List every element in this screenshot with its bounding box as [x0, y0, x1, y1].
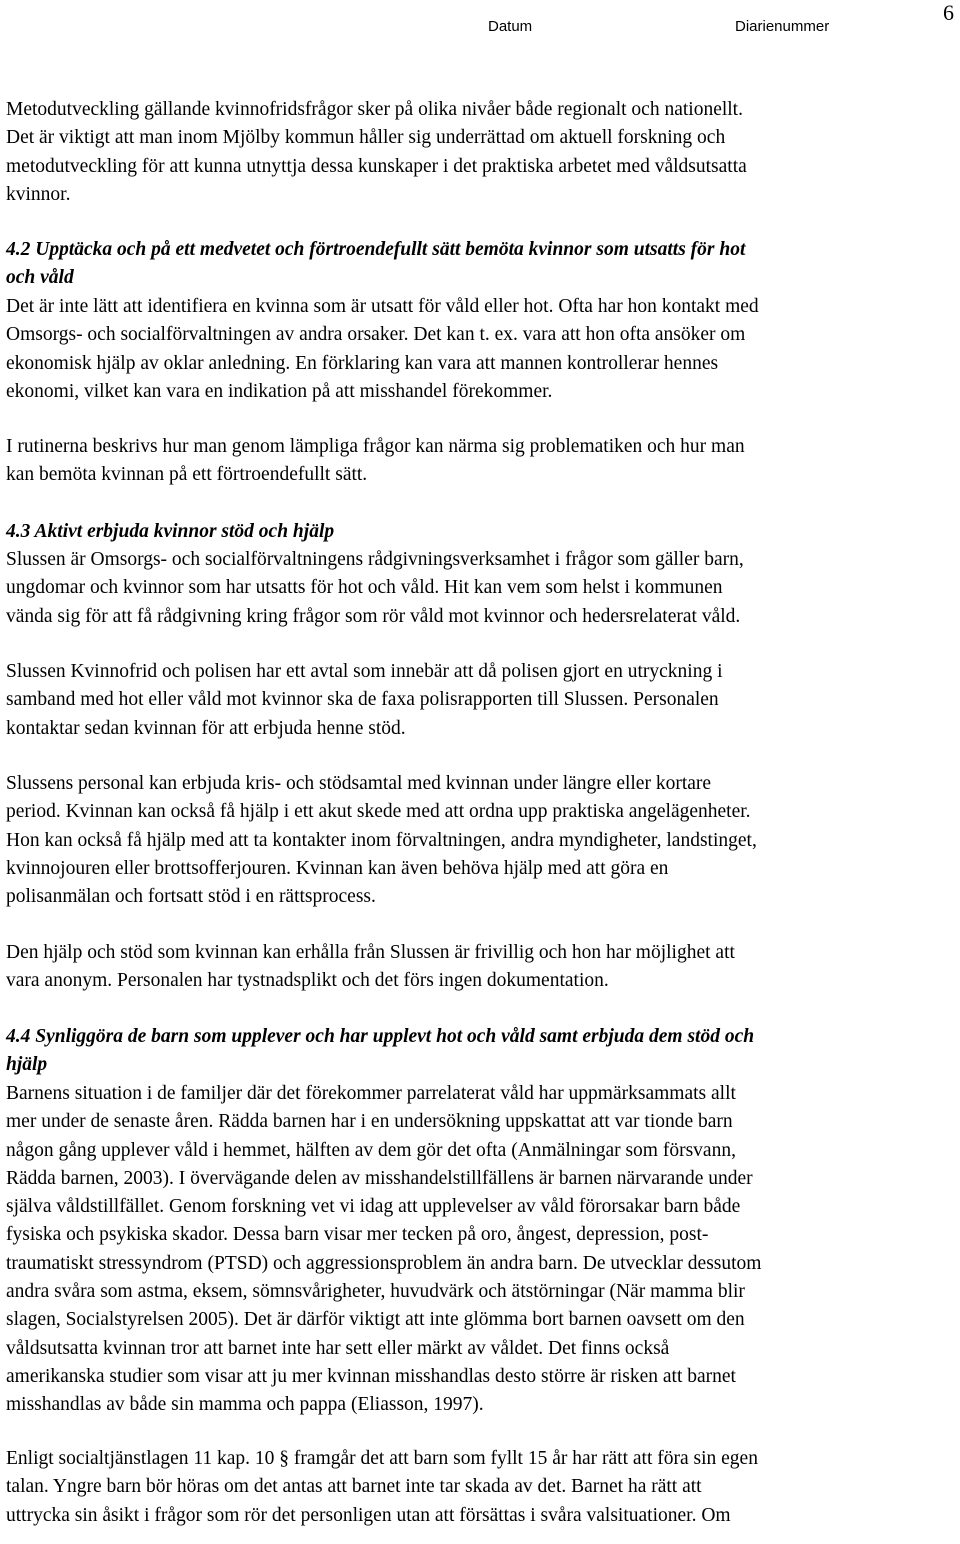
- text-line: misshandlas av både sin mamma och pappa (Eliasson, 1997).: [6, 1394, 484, 1416]
- body-paragraph: [6, 1445, 956, 1530]
- text-line: 4.3 Aktivt erbjuda kvinnor stöd och hjälp: [6, 521, 335, 542]
- text-line: fysiska och psykiska skador. Dessa barn visar mer tecken på oro, ångest, depression, post-: [6, 1224, 709, 1246]
- text-line: och våld: [6, 267, 74, 289]
- text-line: kan bemöta kvinnan på ett förtroendefullt sätt.: [6, 464, 368, 486]
- text-line: Metodutveckling gällande kvinnofridsfrågor sker på olika nivåer både regionalt och nationellt.: [6, 99, 743, 120]
- text-line: ekonomi, vilket kan vara en indikation på att misshandel förekommer.: [6, 380, 553, 402]
- text-line: kontaktar sedan kvinnan för att erbjuda henne stöd.: [6, 717, 406, 739]
- header-diarienummer-label: Diarienummer: [735, 18, 830, 35]
- text-line: Det är inte lätt att identifiera en kvinna som är utsatt för våld eller hot. Ofta har hon kontakt med: [6, 296, 759, 317]
- text-line: Rädda barnen, 2003). I övervägande delen av misshandelstillfällens är barnen närvarande under: [6, 1167, 753, 1189]
- text-line: metodutveckling för att kunna utnyttja dessa kunskaper i det praktiska arbetet med våldsutsatta: [6, 155, 747, 177]
- body-paragraph: [6, 1080, 956, 1420]
- text-line: Enligt socialtjänstlagen 11 kap. 10 § framgår det att barn som fyllt 15 år har rätt att föra sin egen: [6, 1448, 758, 1469]
- text-line: kvinnor.: [6, 183, 71, 205]
- text-line: 4.4 Synliggöra de barn som upplever och har upplevt hot och våld samt erbjuda dem stöd och: [6, 1026, 755, 1047]
- body-paragraph: [6, 433, 956, 490]
- text-line: våldsutsatta kvinnan tror att barnet inte har sett eller märkt av våldet. Det finns också: [6, 1337, 670, 1359]
- text-line: polisanmälan och fortsatt stöd i en rättsprocess.: [6, 886, 376, 908]
- text-line: mer under de senaste åren. Rädda barnen har i en undersökning uppskattat att var tionde barn: [6, 1111, 733, 1133]
- text-line: uttrycka sin åsikt i frågor som rör det personligen utan att försättas i svåra valsituationer. Om: [6, 1504, 731, 1526]
- text-line: Barnens situation i de familjer där det förekommer parrelaterat våld har uppmärksammats allt: [6, 1083, 736, 1104]
- page-number: 6: [943, 0, 954, 25]
- text-line: 4.2 Upptäcka och på ett medvetet och förtroendefullt sätt bemöta kvinnor som utsatts för hot: [6, 239, 746, 260]
- text-line: ekonomisk hjälp av oklar anledning. En förklaring kan vara att mannen kontrollerar hennes: [6, 352, 719, 374]
- text-line: någon gång upplever våld i hemmet, hälften av dem gör det ofta (Anmälningar som försvann,: [6, 1139, 736, 1161]
- text-line: talan. Yngre barn bör höras om det antas att barnet inte tar skada av det. Barnet ha rätt att: [6, 1476, 702, 1498]
- body-paragraph: [6, 939, 956, 996]
- text-line: Den hjälp och stöd som kvinnan kan erhålla från Slussen är frivillig och hon har möjlighet att: [6, 942, 735, 963]
- text-line: Slussens personal kan erbjuda kris- och stödsamtal med kvinnan under längre eller kortare: [6, 773, 712, 794]
- text-line: vara anonym. Personalen har tystnadsplikt och det förs ingen dokumentation.: [6, 970, 609, 992]
- text-line: slagen, Socialstyrelsen 2005). Det är därför viktigt att inte glömma bort barnen oavsett om den: [6, 1309, 745, 1331]
- body-paragraph: [6, 96, 956, 209]
- text-line: Hon kan också få hjälp med att ta kontakter inom förvaltningen, andra myndigheter, landstinget,: [6, 829, 757, 851]
- text-line: Omsorgs- och socialförvaltningen av andra orsaker. Det kan t. ex. vara att hon ofta ansöker om: [6, 324, 746, 346]
- text-line: andra svåra som astma, eksem, sömnsvårigheter, huvudvärk och ätstörningar (När mamma blir: [6, 1281, 745, 1303]
- text-line: I rutinerna beskrivs hur man genom lämpliga frågor kan närma sig problematiken och hur man: [6, 436, 745, 457]
- body-paragraph: [6, 546, 956, 631]
- section-heading: [6, 236, 956, 293]
- section-heading: [6, 518, 956, 546]
- text-line: samband med hot eller våld mot kvinnor ska de faxa polisrapporten till Slussen. Personalen: [6, 689, 719, 711]
- body-paragraph: [6, 293, 956, 406]
- header-datum-label: Datum: [488, 18, 533, 35]
- text-line: kvinnojouren eller brottsofferjouren. Kvinnan kan även behöva hjälp med att göra en: [6, 857, 669, 879]
- text-line: ungdomar och kvinnor som har utsatts för hot och våld. Hit kan vem som helst i kommunen: [6, 577, 723, 599]
- text-line: själva våldstillfället. Genom forskning vet vi idag att upplevelser av våld förorsakar barn både: [6, 1196, 741, 1218]
- section-heading: [6, 1023, 956, 1080]
- body-paragraph: [6, 658, 956, 743]
- text-line: period. Kvinnan kan också få hjälp i ett akut skede med att ordna upp praktiska angelägenheter.: [6, 801, 751, 823]
- text-line: vända sig för att få rådgivning kring frågor som rör våld mot kvinnor och hedersrelaterat våld.: [6, 605, 741, 627]
- text-line: Slussen Kvinnofrid och polisen har ett avtal som innebär att då polisen gjort en utryckning i: [6, 661, 723, 682]
- text-line: Slussen är Omsorgs- och socialförvaltningens rådgivningsverksamhet i frågor som gäller barn,: [6, 549, 744, 570]
- text-line: hjälp: [6, 1054, 48, 1076]
- text-line: Det är viktigt att man inom Mjölby kommun håller sig underrättad om aktuell forskning och: [6, 127, 726, 149]
- text-line: traumatiskt stressyndrom (PTSD) och aggressionsproblem än andra barn. De utvecklar dessutom: [6, 1252, 762, 1274]
- text-line: amerikanska studier som visar att ju mer kvinnan misshandlas desto större är risken att barnet: [6, 1365, 736, 1387]
- body-paragraph: [6, 770, 956, 911]
